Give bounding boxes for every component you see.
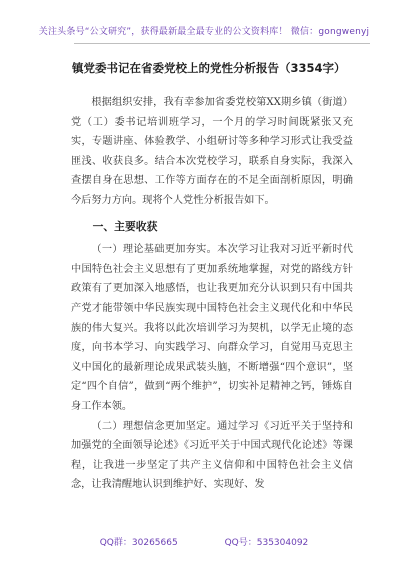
qq-group: QQ群：30265665 xyxy=(99,538,178,548)
document-title: 镇党委书记在省委党校上的党性分析报告（3354字） xyxy=(72,61,346,75)
promo-header: 关注头条号“公文研究”，获得最新最全最专业的公文资料库！ 微信：gongwenyj xyxy=(38,27,370,37)
section-heading: 一、主要收获 xyxy=(92,219,158,233)
header-divider xyxy=(74,43,370,44)
paragraph-belief: （二）理想信念更加坚定。通过学习《习近平关于坚持和加强党的全面领导论述》《习近平关于中国式现代化论述》等课程，让我进一步坚定了共产主义信仰和中国特色社会主义信念，让我清醒地认识到维护好、实现好、发 xyxy=(71,420,353,491)
paragraph-theory: （一）理论基础更加夯实。本次学习让我对习近平新时代中国特色社会主义思想有了更加系统地掌握，对党的路线方针政策有了更加深入地感悟，也让我更加充分认识到只有中国共产党才能带领中华民族实现中国特色社会主义现代化和中华民族的伟大复兴。我将以此次培训学习为契机，以学无止境的态度，向书本学习、向实践学习、向群众学习，自觉用马克思主义中国化的最新理论成果武装头脑，不断增强“四个意识”，坚定“四个自信”，做到“两个维护”，切实补足精神之钙，锤炼自身工作本领。 xyxy=(71,244,353,412)
intro-paragraph: 根据组织安排，我有幸参加省委党校第XX期乡镇（街道）党（工）委书记培训班学习，一个月的学习时间既紧张又充实，专题讲座、体验教学、小组研讨等多种学习形式让我受益匪浅、收获良多。结合本次党校学习，联系自身实际，我深入查摆自身在思想、工作等方面存在的不足全面剖析原因，明确今后努力方向。现将个人党性分析报告如下。 xyxy=(71,97,353,206)
contact-footer xyxy=(0,535,408,548)
qq-number: QQ号：535304092 xyxy=(224,538,309,548)
document-body xyxy=(71,93,353,495)
